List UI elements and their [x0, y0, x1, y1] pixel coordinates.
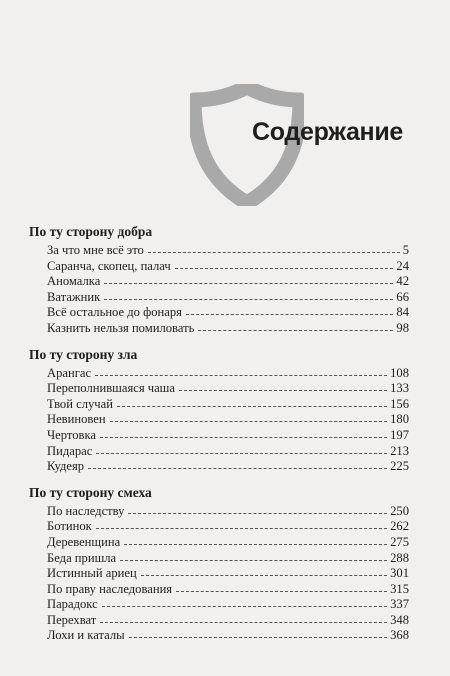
section-title: По ту сторону добра	[29, 224, 153, 239]
entry-title: По праву наследования	[47, 581, 173, 596]
toc-entry	[47, 535, 409, 551]
toc-entry	[47, 305, 409, 321]
dotted-leader	[148, 252, 400, 253]
table-of-contents	[29, 224, 409, 654]
dotted-leader	[96, 528, 387, 529]
dotted-leader	[186, 314, 393, 315]
section-title: По ту сторону зла	[29, 346, 138, 362]
dotted-leader	[141, 575, 387, 576]
toc-entry	[47, 259, 409, 275]
entry-page-number: 348	[390, 612, 409, 627]
entry-title: Аномалка	[47, 274, 101, 289]
dotted-leader	[175, 268, 394, 269]
toc-entry	[47, 412, 409, 428]
toc-entry	[47, 551, 409, 567]
toc-entry	[47, 566, 409, 582]
toc-entry	[47, 381, 409, 397]
dotted-leader	[104, 299, 393, 300]
toc-entry	[47, 444, 409, 460]
entry-title: Парадокс	[47, 597, 98, 612]
entry-title: Ботинок	[47, 519, 92, 534]
toc-entry	[47, 613, 409, 629]
dotted-leader	[104, 283, 393, 284]
entry-title: Невиновен	[47, 412, 106, 427]
dotted-leader	[128, 513, 387, 514]
toc-section	[29, 485, 409, 644]
toc-entry	[47, 504, 409, 520]
toc-entry	[47, 290, 409, 306]
dotted-leader	[100, 622, 387, 623]
entry-page-number: 301	[390, 566, 409, 581]
page-title: Содержание	[252, 118, 404, 146]
entry-page-number: 66	[396, 289, 409, 304]
entry-title: Чертовка	[47, 427, 97, 442]
entry-title: По наследству	[47, 503, 125, 518]
dotted-leader	[110, 421, 388, 422]
dotted-leader	[102, 606, 387, 607]
toc-entry	[47, 366, 409, 382]
entry-title: Арангас	[47, 365, 92, 380]
entry-page-number: 225	[390, 459, 409, 474]
dotted-leader	[198, 330, 393, 331]
entry-title: Беда пришла	[47, 550, 117, 565]
toc-entry	[47, 321, 409, 337]
entry-title: Перехват	[47, 612, 97, 627]
entry-page-number: 275	[390, 534, 409, 549]
entry-title: Истинный ариец	[47, 566, 137, 581]
dotted-leader	[96, 453, 387, 454]
entry-page-number: 213	[390, 443, 409, 458]
dotted-leader	[88, 468, 387, 469]
toc-entry	[47, 428, 409, 444]
toc-entry	[47, 628, 409, 644]
toc-entry	[47, 459, 409, 475]
dotted-leader	[179, 390, 387, 391]
entry-page-number: 108	[390, 365, 409, 380]
entry-page-number: 180	[390, 412, 409, 427]
entry-page-number: 337	[390, 597, 409, 612]
toc-entry	[47, 597, 409, 613]
dotted-leader	[100, 437, 387, 438]
entry-title: Переполнившаяся чаша	[47, 381, 175, 396]
entry-page-number: 98	[396, 320, 409, 335]
entry-page-number: 288	[390, 550, 409, 565]
entry-title: Деревенщина	[47, 534, 121, 549]
dotted-leader	[117, 406, 387, 407]
entry-title: Всё остальное до фонаря	[47, 305, 182, 320]
entry-title: Саранча, скопец, палач	[47, 258, 171, 273]
entry-page-number: 315	[390, 581, 409, 596]
toc-entry	[47, 397, 409, 413]
entry-page-number: 197	[390, 427, 409, 442]
entry-title: За что мне всё это	[47, 243, 144, 257]
entry-title: Лохи и каталы	[47, 628, 125, 643]
toc-section	[29, 224, 409, 337]
entry-page-number: 24	[396, 258, 409, 273]
entry-page-number: 250	[390, 503, 409, 518]
dotted-leader	[120, 560, 387, 561]
entry-title: Кудеяр	[47, 459, 85, 474]
dotted-leader	[176, 591, 387, 592]
dotted-leader	[129, 637, 388, 638]
dotted-leader	[95, 375, 387, 376]
entry-title: Казнить нельзя помиловать	[47, 320, 195, 335]
section-title: По ту сторону смеха	[29, 484, 152, 500]
entry-title: Ватажник	[47, 289, 101, 304]
toc-entry	[47, 243, 409, 259]
entry-page-number: 368	[390, 628, 409, 643]
entry-page-number: 262	[390, 519, 409, 534]
entry-page-number: 84	[396, 305, 409, 320]
toc-entry	[47, 274, 409, 290]
dotted-leader	[124, 544, 387, 545]
entry-title: Пидарас	[47, 443, 93, 458]
toc-entry	[47, 582, 409, 598]
entry-title: Твой случай	[47, 396, 113, 411]
entry-page-number: 156	[390, 396, 409, 411]
toc-section	[29, 347, 409, 475]
entry-page-number: 5	[402, 243, 409, 257]
entry-page-number: 42	[396, 274, 409, 289]
entry-page-number: 133	[390, 381, 409, 396]
toc-entry	[47, 519, 409, 535]
